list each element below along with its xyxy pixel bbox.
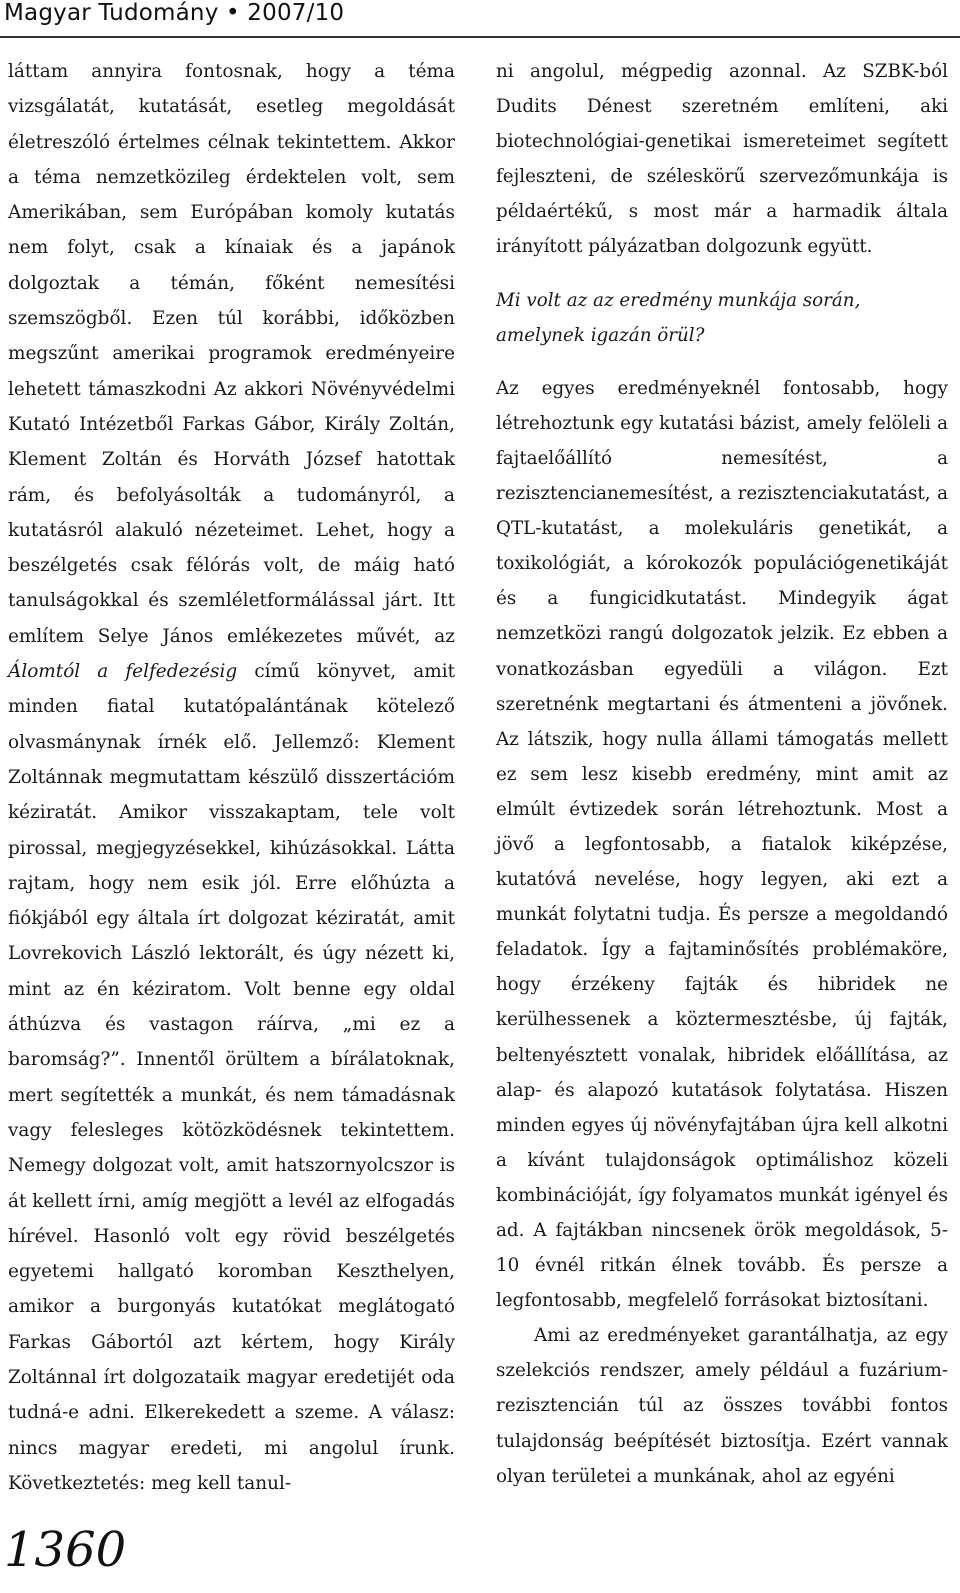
right-paragraph-1: ni angolul, mégpedig azonnal. Az SZBK-ból Dudits Dénest szeretném említeni, aki biotechnológiai-genetikai ismereteimet segített fejleszteni, de széleskörű szervezőmunkája is példaértékű, s most már a harmadik általa irányított pályázatban dolgozunk együtt.: [496, 61, 948, 258]
left-text-a: láttam annyira fontosnak, hogy a téma vizsgálatát, kutatását, esetleg megoldását életreszóló értelmes célnak tekintettem. Akkor a téma nemzetközileg érdektelen volt, sem Amerikában, sem Európában komoly kutatás nem folyt, csak a kínaiak és a japánok dolgoztak a témán, főként nemesítési szemszögből. Ezen túl korábbi, időközben megszűnt amerikai programok eredményeire lehetett támaszkodni Az akkori Növényvédelmi Kutató Intézetből Farkas Gábor, Király Zoltán, Klement Zoltán és Horváth József hatottak rám, és befolyásolták a tudományról, a kutatásról alakuló nézeteimet. Lehet, hogy a beszélgetés csak félórás volt, de máig ható tanulságokkal és szemléletformálással járt. Itt említem Selye János emlékezetes művét, az: [8, 61, 455, 647]
book-title: Álomtól a felfedezésig: [8, 661, 238, 683]
interview-question: Mi volt az az eredmény munkája során, amelynek igazán örül?: [496, 289, 861, 346]
page-number: 1360: [4, 1522, 127, 1578]
right-paragraph-2: Az egyes eredményeknél fontosabb, hogy létrehoztunk egy kutatási bázist, amely felöleli a fajtaelőállító nemesítést, a rezisztencianemesítést, a rezisztenciakutatást, a QTL-kutatást, a molekuláris genetikát, a toxikológiát, a kórokozók populációgenetikáját és a fungicidkutatást. Mindegyik ágat nemzetközi rangú dolgozatok jelzik. Ez ebben a vonatkozásban egyedüli a világon. Ezt szeretnénk megtartani és átmenteni a jövőnek. Az látszik, hogy nulla állami támogatás mellett ez sem lesz kisebb eredmény, mint amit az elmúlt évtizedek során létrehoztunk. Most a jövő a legfontosabb, a fiatalok kiképzése, kutatóvá nevelése, hogy legyen, aki ezt a munkát folytatni tudja. És persze a megoldandó feladatok. Így a fajtaminősítés problémaköre, hogy érzékeny fajták és hibridek ne kerülhessenek a köztermesztésbe, új fajták, beltenyésztett vonalak, hibridek előállítása, az alap- és alapozó kutatások folytatása. Hiszen minden egyes új növényfajtában újra kell alkotni a kívánt tulajdonságok optimálishoz közeli kombinációját, így folyamatos munkát igényel és ad. A fajtákban nincsenek örök megoldások, 5-10 évnél ritkán élnek tovább. És persze a legfontosabb, megfelelő forrásokat biztosítani.: [496, 377, 948, 1312]
running-head: Magyar Tudomány • 2007/10: [4, 0, 345, 26]
header-rule: [0, 36, 960, 38]
right-paragraph-3: Ami az eredményeket garantálhatja, az egy szelekciós rendszer, amely például a fuzárium-rezisztencián túl az összes további fontos tulajdonság beépítését biztosítja. Ezért vannak olyan területei a munkának, ahol az egyéni: [496, 1325, 948, 1487]
left-column: [8, 54, 455, 1501]
left-text-b: című könyvet, amit minden fiatal kutatópalántának kötelező olvasmánynak írnék elő. Jellemző: Klement Zoltánnak megmutattam készülő disszertációm kéziratát. Amikor visszakaptam, tele volt pirossal, megjegyzésekkel, kihúzásokkal. Látta rajtam, hogy nem esik jól. Erre előhúzta a fiókjából egy általa írt dolgozat kéziratát, amit Lovrekovich László lektorált, és úgy nézett ki, mint az én kéziratom. Volt benne egy oldal áthúzva és vastagon ráírva, „mi ez a baromság?”. Innentől örültem a bírálatoknak, mert segítették a munkát, és nem támadásnak vagy felesleges kötözködésnek tekintettem. Nemegy dolgozat volt, amit hatszornyolcszor is át kellett írni, amíg megjött a levél az elfogadás hírével. Hasonló volt egy rövid beszélgetés egyetemi hallgató koromban Keszthelyen, amikor a burgonyás kutatókat meglátogató Farkas Gábortól azt kértem, hogy Király Zoltánnal írt dolgozataik magyar eredetijét oda tudná-e adni. Elkerekedett a szeme. A válasz: nincs magyar eredeti, mi angolul írunk. Következtetés: meg kell tanul-: [8, 661, 455, 1494]
left-paragraph: [8, 54, 455, 1501]
right-column: [496, 54, 948, 1494]
